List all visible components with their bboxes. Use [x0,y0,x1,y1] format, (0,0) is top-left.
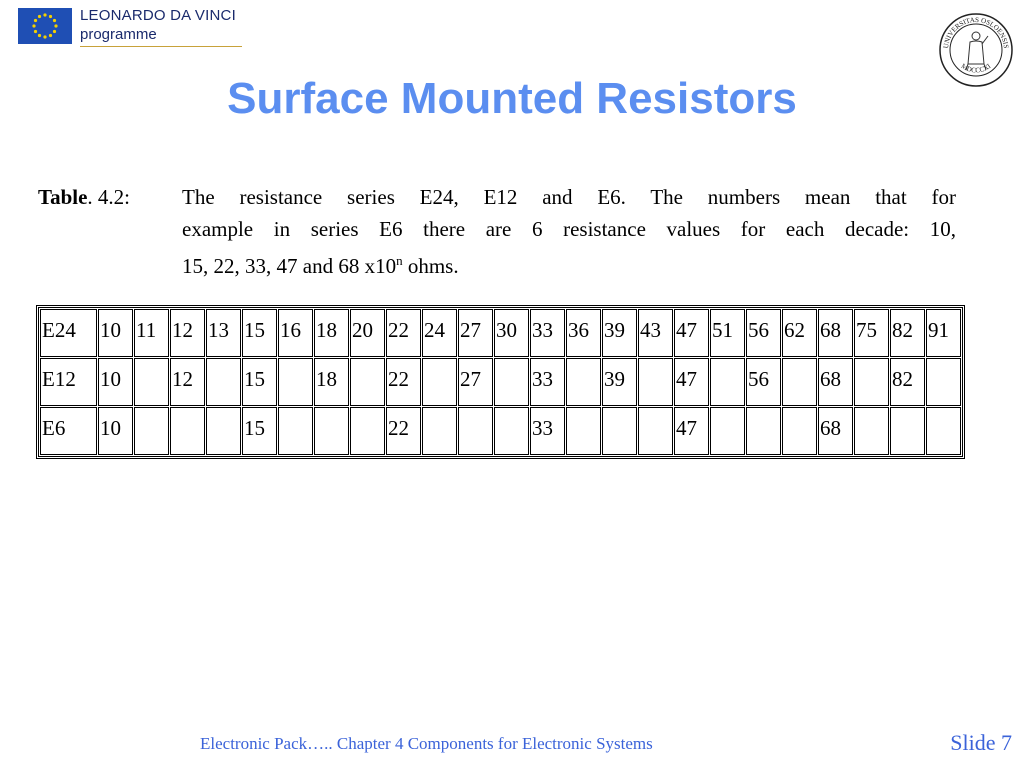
resistance-value-cell [206,358,241,406]
resistance-series-table [36,305,965,459]
resistance-value-cell: 12 [170,358,205,406]
resistance-value-cell: 15 [242,358,277,406]
resistance-value-cell [134,407,169,455]
resistance-value-cell: 20 [350,309,385,357]
resistance-value-cell: 33 [530,358,565,406]
seal-top-text: UNIVERSITAS OSLOENSIS [941,15,1010,49]
resistance-value-cell [854,407,889,455]
resistance-value-cell: 62 [782,309,817,357]
resistance-value-cell [746,407,781,455]
resistance-value-cell [314,407,349,455]
table-row [40,309,961,357]
resistance-value-cell: 33 [530,407,565,455]
table-row [40,358,961,406]
resistance-value-cell: 39 [602,309,637,357]
logo-subtitle: programme [80,26,157,43]
resistance-value-cell [602,407,637,455]
footer-course-chapter: Electronic Pack….. Chapter 4 Components for Electronic Systems [200,734,653,753]
resistance-series-table-wrapper [36,305,965,459]
resistance-value-cell: 10 [98,358,133,406]
caption-line-1: The resistance series E24, E12 and E6. The numbers mean that for [182,185,956,209]
caption-label [38,181,130,213]
resistance-value-cell [350,358,385,406]
slide-number: Slide 7 [950,730,1012,755]
series-name-cell: E6 [40,407,97,455]
resistance-value-cell [278,358,313,406]
resistance-value-cell: 15 [242,309,277,357]
caption-label-bold: Table [38,185,88,209]
resistance-value-cell: 82 [890,358,925,406]
resistance-value-cell [422,407,457,455]
caption-line-2: example in series E6 there are 6 resistance values for each decade: 10, [182,217,956,241]
resistance-value-cell: 82 [890,309,925,357]
resistance-value-cell [782,358,817,406]
resistance-value-cell: 22 [386,309,421,357]
resistance-value-cell [170,407,205,455]
resistance-value-cell: 27 [458,309,493,357]
resistance-value-cell [638,358,673,406]
resistance-value-cell: 30 [494,309,529,357]
resistance-value-cell [926,407,961,455]
resistance-value-cell: 15 [242,407,277,455]
resistance-value-cell: 43 [638,309,673,357]
resistance-value-cell: 51 [710,309,745,357]
resistance-value-cell: 27 [458,358,493,406]
resistance-value-cell: 56 [746,358,781,406]
resistance-value-cell: 47 [674,407,709,455]
resistance-value-cell [494,358,529,406]
resistance-value-cell: 75 [854,309,889,357]
seal-bottom-text: MDCCCXI [959,62,993,75]
resistance-value-cell [890,407,925,455]
caption-line-3 [182,245,956,282]
resistance-value-cell: 10 [98,309,133,357]
caption-label-number: . 4.2: [87,185,131,209]
resistance-value-cell [458,407,493,455]
resistance-value-cell [422,358,457,406]
resistance-value-cell [638,407,673,455]
resistance-value-cell [854,358,889,406]
resistance-value-cell [494,407,529,455]
resistance-value-cell: 33 [530,309,565,357]
resistance-value-cell: 22 [386,407,421,455]
eu-flag-icon [18,8,72,44]
resistance-value-cell [566,407,601,455]
resistance-value-cell: 12 [170,309,205,357]
resistance-value-cell: 22 [386,358,421,406]
caption-line-3-post: ohms. [402,254,459,278]
resistance-value-cell [710,407,745,455]
resistance-value-cell [134,358,169,406]
slide-title: Surface Mounted Resistors [227,74,797,123]
resistance-value-cell [926,358,961,406]
resistance-value-cell: 24 [422,309,457,357]
resistance-value-cell: 68 [818,309,853,357]
resistance-value-cell: 47 [674,358,709,406]
logo-divider [80,46,242,47]
leonardo-da-vinci-logo [18,6,236,48]
caption-exponent: n [396,253,403,268]
resistance-value-cell: 39 [602,358,637,406]
resistance-value-cell: 16 [278,309,313,357]
resistance-value-cell: 68 [818,407,853,455]
resistance-value-cell: 68 [818,358,853,406]
resistance-value-cell: 11 [134,309,169,357]
resistance-value-cell: 18 [314,358,349,406]
resistance-value-cell [782,407,817,455]
resistance-value-cell: 18 [314,309,349,357]
resistance-value-cell: 36 [566,309,601,357]
resistance-value-cell: 56 [746,309,781,357]
resistance-value-cell [710,358,745,406]
series-name-cell: E12 [40,358,97,406]
caption-line-3-pre: 15, 22, 33, 47 and 68 x10 [182,254,397,278]
resistance-value-cell: 10 [98,407,133,455]
logo-title: LEONARDO DA VINCI [80,7,236,24]
table-row [40,407,961,455]
resistance-value-cell [350,407,385,455]
resistance-value-cell [206,407,241,455]
series-name-cell: E24 [40,309,97,357]
caption-text [182,181,956,282]
resistance-value-cell: 91 [926,309,961,357]
resistance-value-cell [278,407,313,455]
resistance-value-cell [566,358,601,406]
resistance-value-cell: 13 [206,309,241,357]
resistance-value-cell: 47 [674,309,709,357]
